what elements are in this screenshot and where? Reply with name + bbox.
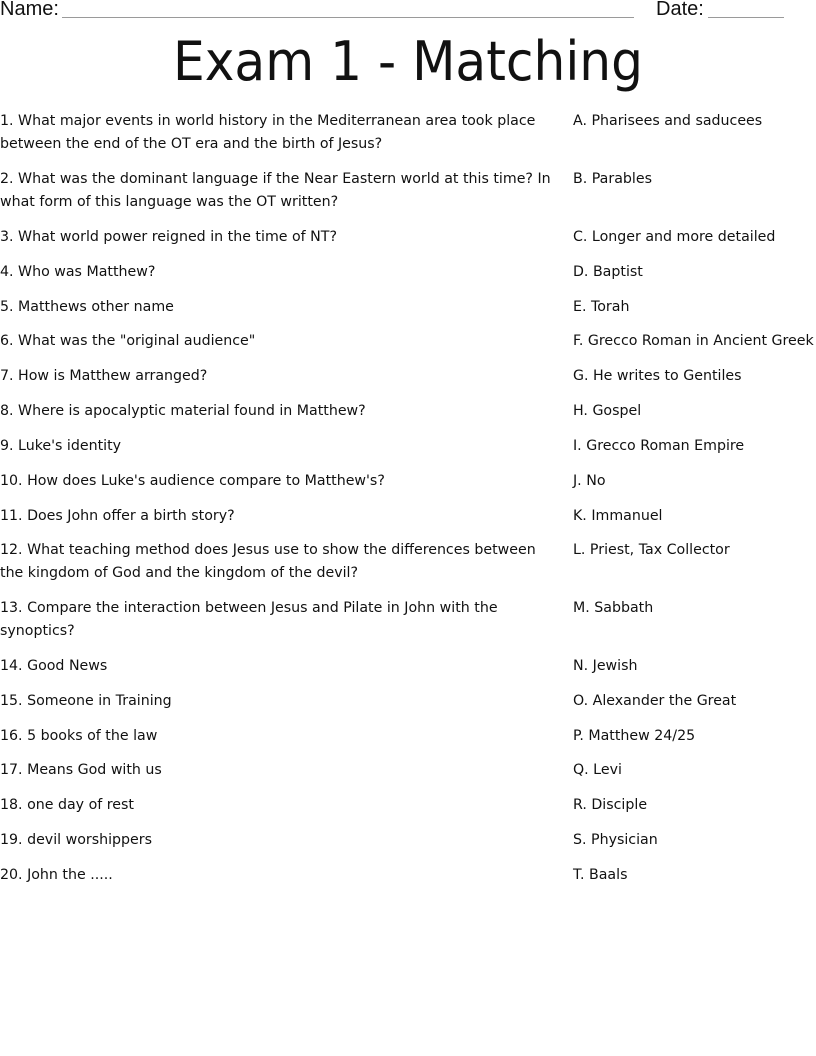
- question-item: 20. John the .....: [0, 867, 113, 883]
- answer-item: T. Baals: [573, 867, 628, 883]
- page-title: Exam 1 - Matching: [172, 30, 643, 93]
- answer-item: M. Sabbath: [573, 600, 654, 616]
- question-item: 16. 5 books of the law: [0, 728, 158, 744]
- answer-item: O. Alexander the Great: [573, 693, 737, 709]
- answer-item: P. Matthew 24/25: [573, 728, 696, 744]
- question-item: 19. devil worshippers: [0, 832, 153, 848]
- question-item: 11. Does John offer a birth story?: [0, 508, 235, 524]
- date-blank-line[interactable]: [708, 17, 784, 18]
- answer-item: K. Immanuel: [573, 508, 663, 524]
- name-blank-line[interactable]: [62, 17, 634, 18]
- question-item: 10. How does Luke's audience compare to Matthew's?: [0, 473, 385, 489]
- answer-item: L. Priest, Tax Collector: [573, 542, 730, 558]
- question-item: 12. What teaching method does Jesus use to show the differences between the kingdom of God and the kingdom of the devil?: [0, 542, 536, 581]
- answer-item: G. He writes to Gentiles: [573, 368, 742, 384]
- question-item: 5. Matthews other name: [0, 299, 174, 315]
- answer-item: N. Jewish: [573, 658, 638, 674]
- answer-item: B. Parables: [573, 171, 652, 187]
- answer-item: I. Grecco Roman Empire: [573, 438, 745, 454]
- answer-item: R. Disciple: [573, 797, 648, 813]
- answer-item: D. Baptist: [573, 264, 643, 280]
- question-item: 17. Means God with us: [0, 762, 162, 778]
- answer-item: H. Gospel: [573, 403, 642, 419]
- answer-item: J. No: [573, 473, 606, 489]
- question-item: 6. What was the "original audience": [0, 333, 256, 349]
- question-item: 14. Good News: [0, 658, 108, 674]
- question-item: 2. What was the dominant language if the Near Eastern world at this time? In what form of this language was the OT written?: [0, 171, 551, 210]
- question-item: 15. Someone in Training: [0, 693, 172, 709]
- answer-item: S. Physician: [573, 832, 658, 848]
- answer-item: A. Pharisees and saducees: [573, 113, 763, 129]
- question-item: 9. Luke's identity: [0, 438, 122, 454]
- question-item: 4. Who was Matthew?: [0, 264, 156, 280]
- name-label: Name:: [0, 0, 59, 20]
- answer-item: C. Longer and more detailed: [573, 229, 776, 245]
- name-date-header: [0, 0, 816, 22]
- answer-item: E. Torah: [573, 299, 630, 315]
- question-item: 13. Compare the interaction between Jesus and Pilate in John with the synoptics?: [0, 600, 498, 639]
- date-label: Date:: [656, 0, 704, 20]
- question-item: 1. What major events in world history in the Mediterranean area took place between the end of the OT era and the birth of Jesus?: [0, 113, 536, 152]
- answer-item: F. Grecco Roman in Ancient Greek: [573, 333, 814, 349]
- question-item: 7. How is Matthew arranged?: [0, 368, 208, 384]
- answer-item: Q. Levi: [573, 762, 622, 778]
- question-item: 3. What world power reigned in the time of NT?: [0, 229, 337, 245]
- question-item: 18. one day of rest: [0, 797, 134, 813]
- question-item: 8. Where is apocalyptic material found in Matthew?: [0, 403, 366, 419]
